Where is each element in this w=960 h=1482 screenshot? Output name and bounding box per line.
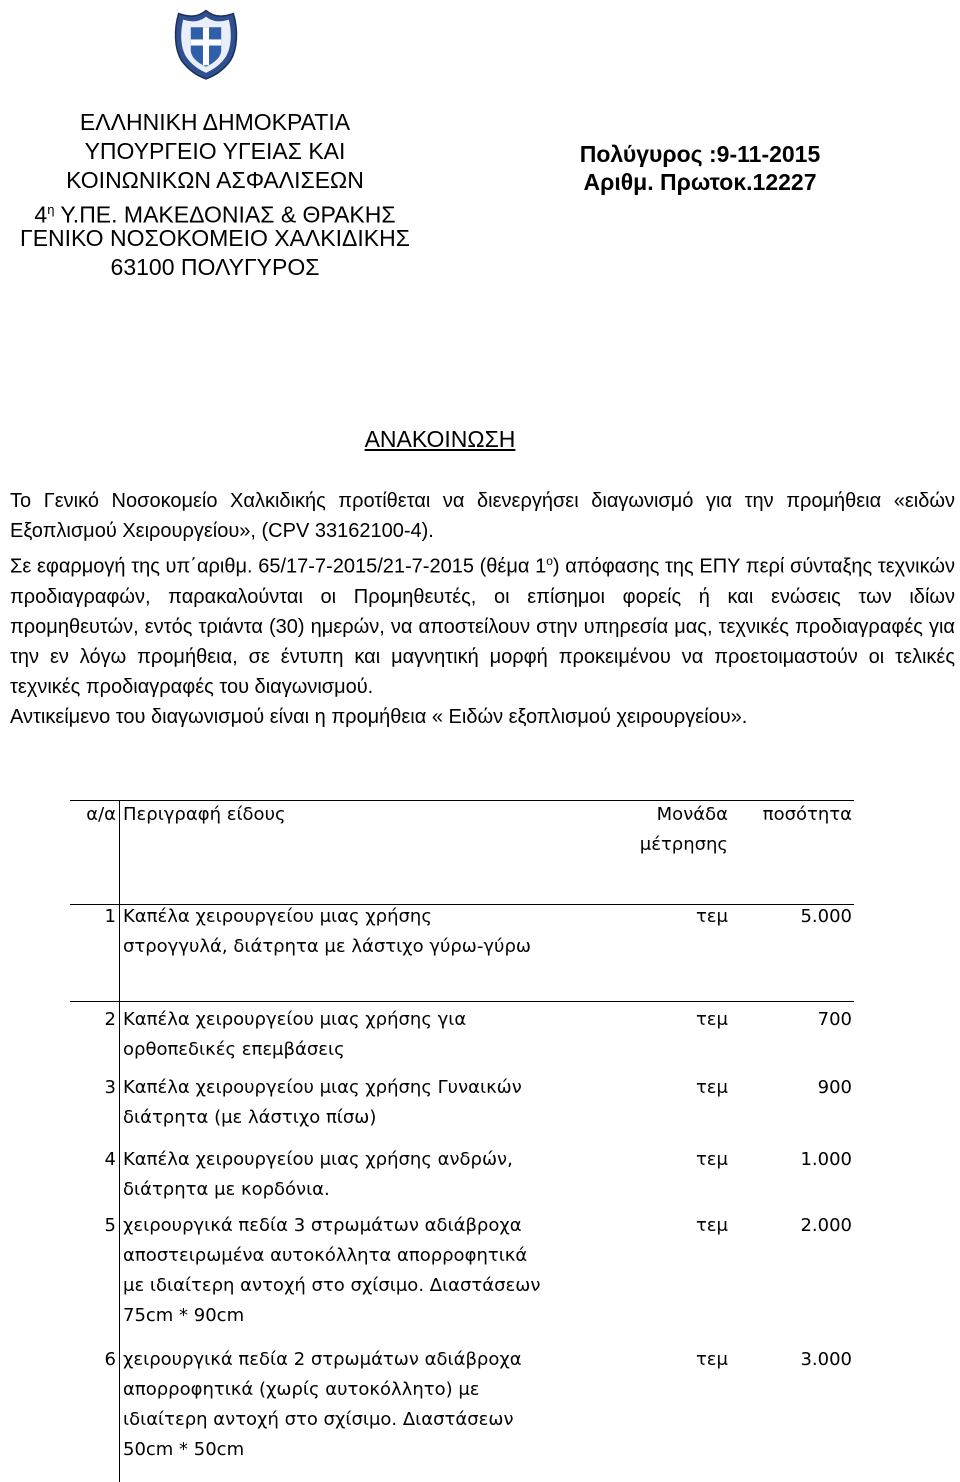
ype-name: Υ.ΠΕ. ΜΑΚΕΔΟΝΙΑΣ & ΘΡΑΚΗΣ — [60, 201, 396, 228]
row-description-line: με ιδιαίτερη αντοχή στο σχίσιμο. Διαστάσεων — [123, 1275, 541, 1296]
row-description-line: διάτρητα με κορδόνια. — [123, 1179, 330, 1200]
row-description-line: Καπέλα χειρουργείου μιας χρήσης για — [123, 1009, 467, 1030]
row-quantity: 700 — [817, 1009, 852, 1030]
header-line-ministry: ΥΠΟΥΡΓΕΙΟ ΥΓΕΙΑΣ ΚΑΙ — [84, 138, 346, 164]
header-line-hospital: ΓΕΝΙΚΟ ΝΟΣΟΚΟΜΕΙΟ ΧΑΛΚΙΔΙΚΗΣ — [20, 225, 410, 251]
row-description — [123, 1073, 593, 1133]
row-no: 4 — [104, 1149, 116, 1170]
ype-number: 4 — [34, 201, 48, 228]
row-quantity: 3.000 — [800, 1349, 852, 1370]
announcement-body — [10, 486, 955, 732]
row-description — [123, 902, 593, 962]
row-no: 2 — [104, 1009, 116, 1030]
row-unit: τεμ — [695, 1349, 728, 1370]
greek-emblem-icon — [168, 6, 244, 82]
row-unit: τεμ — [695, 1009, 728, 1030]
header-line-ministry-2: ΚΟΙΝΩΝΙΚΩΝ ΑΣΦΑΛΙΣΕΩΝ — [66, 167, 364, 193]
table-top-border — [70, 800, 854, 801]
row-description-line: στρογγυλά, διάτρητα με λάστιχο γύρω-γύρω — [123, 936, 531, 957]
paragraph-subject: Αντικείμενο του διαγωνισμού είναι η προμήθεια « Ειδών εξοπλισμού χειρουργείου». — [10, 705, 748, 728]
row-description-line: 50cm * 50cm — [123, 1439, 245, 1460]
table-row-border — [70, 1001, 854, 1002]
header-unit-line1: Μονάδα — [656, 804, 728, 825]
header-no: α/α — [86, 804, 116, 825]
row-unit: τεμ — [695, 906, 728, 927]
row-description-line: διάτρητα (με λάστιχο πίσω) — [123, 1107, 377, 1128]
paragraph-request-start: Σε εφαρμογή της υπ΄αριθμ. 65/17-7-2015/21-7-2015 (θέμα 1 — [10, 555, 547, 578]
row-no: 1 — [104, 906, 116, 927]
place-date: Πολύγυρος :9-11-2015 — [579, 141, 821, 167]
paragraph-intro: Το Γενικό Νοσοκομείο Χαλκιδικής προτίθεται να διενεργήσει διαγωνισμό για την προμήθεια «ειδών Εξοπλισμού Χειρουργείου», (CPV 33162100-4). — [10, 490, 955, 542]
document-title: ΑΝΑΚΟΙΝΩΣΗ — [364, 426, 516, 452]
row-quantity: 5.000 — [800, 906, 852, 927]
row-no: 5 — [104, 1215, 116, 1236]
row-no: 3 — [104, 1077, 116, 1098]
row-description-line: ορθοπεδικές επεμβάσεις — [123, 1039, 345, 1060]
paragraph-request-sup: ο — [546, 554, 553, 568]
row-description — [123, 1211, 593, 1331]
row-description — [123, 1345, 593, 1465]
row-description — [123, 1145, 593, 1205]
ype-superscript: η — [47, 202, 55, 217]
row-quantity: 1.000 — [800, 1149, 852, 1170]
row-description-line: 75cm * 90cm — [123, 1305, 245, 1326]
row-unit: τεμ — [695, 1215, 728, 1236]
row-description-line: απορροφητικά (χωρίς αυτοκόλλητο) με — [123, 1379, 480, 1400]
row-unit: τεμ — [695, 1149, 728, 1170]
row-quantity: 900 — [817, 1077, 852, 1098]
header-line-country: ΕΛΛΗΝΙΚΗ ΔΗΜΟΚΡΑΤΙΑ — [79, 109, 351, 135]
row-description-line: χειρουργικά πεδία 3 στρωμάτων αδιάβροχα — [123, 1215, 522, 1236]
row-description-line: ιδιαίτερη αντοχή στο σχίσιμο. Διαστάσεων — [123, 1409, 514, 1430]
row-quantity: 2.000 — [800, 1215, 852, 1236]
row-description-line: αποστειρωμένα αυτοκόλλητα απορροφητικά — [123, 1245, 528, 1266]
row-unit: τεμ — [695, 1077, 728, 1098]
header-description: Περιγραφή είδους — [123, 804, 286, 825]
header-quantity: ποσότητα — [762, 804, 852, 825]
row-no: 6 — [104, 1349, 116, 1370]
row-description-line: Καπέλα χειρουργείου μιας χρήσης ανδρών, — [123, 1149, 513, 1170]
row-description-line: Καπέλα χειρουργείου μιας χρήσης — [123, 906, 432, 927]
protocol-number: Αριθμ. Πρωτοκ.12227 — [583, 169, 817, 195]
table-column-divider — [119, 800, 120, 1482]
header-unit-line2: μέτρησης — [639, 834, 728, 855]
paragraph-request — [10, 546, 955, 702]
header-line-address: 63100 ΠΟΛΥΓΥΡΟΣ — [110, 254, 320, 280]
paragraph-request-rest: ) απόφασης της ΕΠΥ περί σύνταξης τεχνικών προδιαγραφών, παρακαλούνται οι Προμηθευτές, οι επίσημοι φορείς ή και ενώσεις των ιδίων προμηθευτών, εντός τριάντα (30) ημερών, να αποστείλουν στην υπηρεσία μας, τεχνικές προδιαγραφές για την εν λόγω προμήθεια, σε έντυπη και μαγνητική μορφή προκειμένου να προετοιμαστούν οι τελικές τεχνικές προδιαγραφές του διαγωνισμού. — [10, 555, 955, 698]
row-description — [123, 1005, 593, 1065]
row-description-line: χειρουργικά πεδία 2 στρωμάτων αδιάβροχα — [123, 1349, 522, 1370]
row-description-line: Καπέλα χειρουργείου μιας χρήσης Γυναικών — [123, 1077, 522, 1098]
header-unit — [610, 800, 728, 860]
